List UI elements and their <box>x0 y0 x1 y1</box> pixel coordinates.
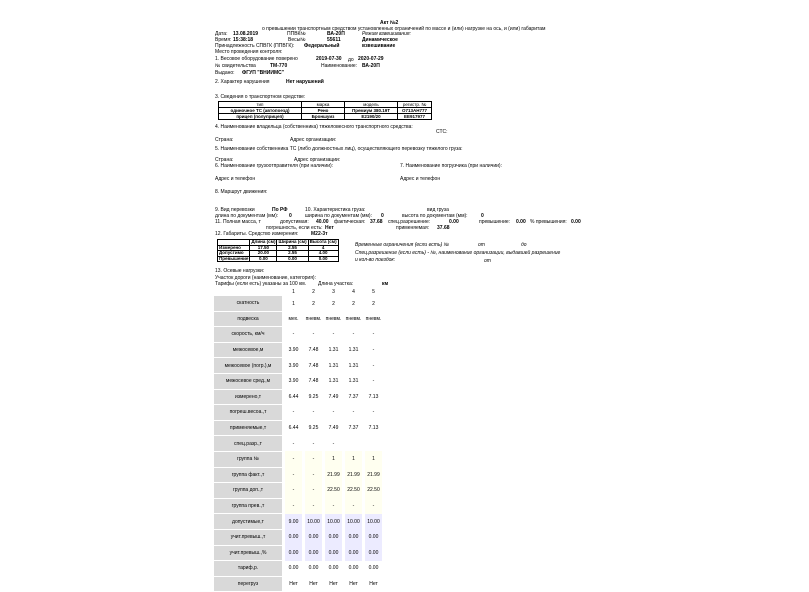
axle-value: 0.00 <box>365 529 382 545</box>
mass-permit-value: 0.00 <box>449 219 459 225</box>
mode-label: Режим взвешивания: <box>362 31 411 37</box>
axle-value: - <box>292 331 295 338</box>
axle-row-label: группа доп.,т <box>214 483 282 499</box>
axle-value: 1.31 <box>348 347 359 354</box>
axle-value: 21.99 <box>365 467 382 483</box>
axle-value: 0.00 <box>345 545 362 561</box>
axle-row-label: погреш.весоа.,т <box>214 405 282 421</box>
height-label: высота по документам (мм): <box>402 213 468 219</box>
transport-kind-label: 9. Вид перевозки <box>215 207 255 213</box>
mass-actual-value: 37.68 <box>370 219 383 225</box>
axle-row-label: учит.превыш.,т <box>214 529 282 545</box>
axle-value: 7.48 <box>308 378 319 385</box>
axle-value: - <box>292 409 295 416</box>
axles-length-label: Длина участка: <box>318 281 354 287</box>
table-row <box>214 561 382 577</box>
table-row <box>214 467 382 483</box>
table-row <box>214 296 382 311</box>
date-label: Дата: <box>215 31 228 37</box>
act-title: Акт №2 <box>380 20 399 26</box>
axle-value: 9.00 <box>285 514 302 530</box>
axles-heading: 13. Осевые нагрузки: <box>215 268 265 274</box>
owner-address-label: Адрес организации: <box>290 137 337 143</box>
axle-row-label: скатность <box>214 296 282 311</box>
axle-value: - <box>332 409 335 416</box>
cert-label: № свидетельства <box>215 63 256 69</box>
owner-heading: 4. Наименование владельца (собственника) тяжеловесного транспортного средства: <box>215 124 413 130</box>
length-value: 0 <box>289 213 292 219</box>
mass-excess-value: 0.00 <box>516 219 526 225</box>
mass-actual-label: фактическая: <box>334 219 366 225</box>
axle-value: 3.90 <box>288 378 299 385</box>
table-cell: Е2190/20 <box>345 114 398 120</box>
axle-value: - <box>345 498 362 514</box>
temp-limits-line1: Временные ограничения (если есть) № <box>355 242 450 248</box>
violation-label: 2. Характер нарушения <box>215 79 270 85</box>
scale-label: Весы№ <box>288 37 306 43</box>
axle-value: - <box>365 498 382 514</box>
table-cell: 0.00 <box>277 256 308 262</box>
shipper-owner-heading: 5. Наименование собственника ТС (либо должностных лиц), осуществляющего перевозку тяжелого груза: <box>215 146 463 152</box>
vehicle-col-brand: марка <box>302 102 345 108</box>
axle-value: - <box>312 440 315 447</box>
axle-value: 3.90 <box>288 362 299 369</box>
axle-number: 1 <box>292 288 295 295</box>
axle-row-label: спец.разр.,т <box>214 436 282 452</box>
axle-value: 7.48 <box>308 347 319 354</box>
name-value: ВА-20П <box>362 63 380 69</box>
axle-value: 21.99 <box>325 467 342 483</box>
axle-value: - <box>372 409 375 416</box>
axle-value: - <box>292 440 295 447</box>
axle-value: 1.31 <box>328 378 339 385</box>
axle-value: 10.00 <box>345 514 362 530</box>
table-cell: Превышение <box>219 255 249 261</box>
axle-value: 7.48 <box>308 362 319 369</box>
violation-value: Нет нарушений <box>286 79 324 85</box>
table-row <box>214 358 382 374</box>
axle-value: 0.00 <box>285 545 302 561</box>
table-cell: Ширина (см) <box>278 239 307 244</box>
table-cell: Высота (см) <box>309 239 337 244</box>
axle-value: мех. <box>288 315 299 322</box>
dimensions-table <box>217 239 339 262</box>
axle-number: 4 <box>352 288 355 295</box>
issued-label: Выдано: <box>215 70 235 76</box>
mass-error-label: погрешность, если есть: <box>266 225 323 231</box>
axle-value: 9.25 <box>308 393 319 400</box>
check-to: 2020-07-29 <box>358 56 384 62</box>
axle-value: Нет <box>289 580 298 587</box>
place-label: Место проведения контроля: <box>215 49 283 55</box>
table-row <box>214 342 382 358</box>
axles-header-row <box>214 287 382 296</box>
axle-row-label: перегруз <box>214 576 282 592</box>
axle-value: 22.50 <box>325 483 342 499</box>
axle-row-label: допустимые,т <box>214 514 282 530</box>
axle-number: 2 <box>312 288 315 295</box>
table-row <box>214 420 382 436</box>
table-cell: Измерено <box>218 245 250 251</box>
width-label: ширина по документам (мм): <box>305 213 372 219</box>
axle-value: - <box>312 331 315 338</box>
axle-row-label: скорость, км/ч <box>214 327 282 343</box>
axle-value: - <box>305 451 322 467</box>
axle-value: 7.13 <box>368 393 379 400</box>
table-cell: ЕЕ917977 <box>398 114 432 120</box>
dimensions-label: 12. Габариты. Средство измерения: <box>215 231 299 237</box>
axles-section-label: Участок дороги (наименование, категория): <box>215 275 316 281</box>
axle-value: 2 <box>312 300 315 307</box>
affil-label: Принадлежность СПВГК (ППВГК): <box>215 43 295 49</box>
axle-value: 1.31 <box>328 347 339 354</box>
mass-permit-label: спец.разрешение: <box>388 219 431 225</box>
table-cell: Длина (см) <box>251 239 276 244</box>
axle-row-label: группа факт.,т <box>214 467 282 483</box>
table-cell: 2.55 <box>277 251 308 257</box>
axle-value: 10.00 <box>305 514 322 530</box>
axle-value: - <box>372 362 375 369</box>
table-cell: 0.00 <box>250 256 277 262</box>
issued-value: ФГУП "ВНИИМС" <box>242 70 285 76</box>
axle-value: - <box>305 498 322 514</box>
axle-value: - <box>312 409 315 416</box>
vehicle-table <box>218 101 432 120</box>
mass-allowed-value: 40.00 <box>316 219 329 225</box>
axle-row-label: применяемые,т <box>214 420 282 436</box>
cargo-label: 10. Характеристика груза: <box>305 207 366 213</box>
table-cell: 4.00 <box>308 251 338 257</box>
axle-value: 1.31 <box>348 378 359 385</box>
axle-value: пневм. <box>365 315 382 322</box>
width-value: 0 <box>381 213 384 219</box>
axle-value: Нет <box>369 580 378 587</box>
table-cell <box>214 287 282 296</box>
axle-value: 0.00 <box>328 565 339 572</box>
axle-value: 10.00 <box>325 514 342 530</box>
consignor-label: 6. Наименование грузоотправителя (при наличии): <box>215 163 334 169</box>
axles-tariff-label: Тарифы (если есть) указаны за 100 км. <box>215 281 307 287</box>
scale-value: 55611 <box>327 37 341 43</box>
axle-value: - <box>305 483 322 499</box>
mass-applied-label: применяемая: <box>396 225 430 231</box>
table-row <box>219 114 432 120</box>
axle-value: 1 <box>292 300 295 307</box>
mass-error-value: Нет <box>325 225 334 231</box>
axle-number: 5 <box>372 288 375 295</box>
axle-value: 1 <box>345 451 362 467</box>
mass-excess-label: превышение: <box>479 219 511 225</box>
vehicle-col-model: модель <box>345 102 398 108</box>
axle-value: - <box>285 498 302 514</box>
table-row <box>214 389 382 405</box>
dimensions-device: М22-3т <box>311 231 328 237</box>
axle-number: 3 <box>332 288 335 295</box>
table-row <box>214 405 382 421</box>
axle-value: - <box>372 378 375 385</box>
axle-value: 0.00 <box>325 545 342 561</box>
axle-value: 10.00 <box>365 514 382 530</box>
mode-value: Динамическое взвешивание <box>362 37 398 49</box>
ppvk-label: ППВК№ <box>287 31 306 37</box>
axle-value: Нет <box>309 580 318 587</box>
consignee-address-label: Адрес и телефон <box>400 176 441 182</box>
axle-value: Нет <box>349 580 358 587</box>
axle-value: 2 <box>352 300 355 307</box>
consignee-label: 7. Наименование погрузчика (при наличии): <box>400 163 502 169</box>
axle-value: 7.49 <box>328 425 339 432</box>
table-row <box>218 256 339 262</box>
axle-value: - <box>285 483 302 499</box>
axle-value: 7.13 <box>368 425 379 432</box>
axle-value: 0.00 <box>348 565 359 572</box>
mass-label: 11. Полная масса, т <box>215 219 261 225</box>
affil-value: Федеральный <box>304 43 340 49</box>
table-cell: 4 <box>308 245 338 251</box>
axle-row-label: тариф,р. <box>214 561 282 577</box>
axle-value: 2 <box>372 300 375 307</box>
axle-row-label: межосевое,м <box>214 342 282 358</box>
axle-row-label: межосевое сред.,м <box>214 373 282 389</box>
transport-kind-value: По РФ <box>272 207 288 213</box>
axle-value <box>365 436 382 452</box>
sts-label: СТС: <box>436 129 448 135</box>
axle-value: пневм. <box>325 315 342 322</box>
axle-row-label: измерено,т <box>214 389 282 405</box>
temp-limits-line3: и кол-во поездок: <box>355 257 396 263</box>
mass-pct-value: 0.00 <box>571 219 581 225</box>
check-to-word: до <box>348 57 354 63</box>
axle-value: - <box>352 409 355 416</box>
axle-value: 7.49 <box>328 393 339 400</box>
axle-value: 0.00 <box>305 545 322 561</box>
table-cell: Броншуиз <box>302 114 345 120</box>
table-row <box>214 529 382 545</box>
mass-pct-label: % превышения: <box>530 219 567 225</box>
axle-value: 6.44 <box>288 393 299 400</box>
axle-value: 0.00 <box>368 565 379 572</box>
axle-value: - <box>372 347 375 354</box>
table-cell: 2.55 <box>277 245 308 251</box>
shipper-address-label: Адрес организации: <box>294 157 341 163</box>
table-cell: О713АН777 <box>398 108 432 114</box>
axle-value: 1.31 <box>348 362 359 369</box>
axle-row-label: группа прев.,т <box>214 498 282 514</box>
cert-value: ТМ-770 <box>270 63 288 69</box>
axle-value: - <box>332 331 335 338</box>
axle-value: - <box>285 467 302 483</box>
axle-value: пневм. <box>345 315 362 322</box>
axle-row-label: подвеска <box>214 311 282 327</box>
table-row <box>214 311 382 327</box>
axle-value: 0.00 <box>285 529 302 545</box>
temp-limits-line3-from: от <box>484 258 491 264</box>
vehicle-heading: 3. Сведения о транспортном средстве: <box>215 94 306 100</box>
axle-value: - <box>352 331 355 338</box>
table-cell: одиночное ТС (автопоезд) <box>219 108 302 114</box>
table-row <box>214 373 382 389</box>
length-label: длина по документам (мм): <box>215 213 279 219</box>
axles-body <box>214 296 382 592</box>
axle-value: 7.37 <box>348 425 359 432</box>
temp-limits-from: от <box>478 242 485 248</box>
check-label: 1. Весовое оборудование поверено <box>215 56 298 62</box>
consignor-address-label: Адрес и телефон <box>215 176 256 182</box>
height-value: 0 <box>481 213 484 219</box>
check-from: 2019-07-30 <box>316 56 342 62</box>
axle-value: 0.00 <box>365 545 382 561</box>
axle-value: пневм. <box>305 315 322 322</box>
axle-value: 1 <box>325 451 342 467</box>
axle-value: 0.00 <box>345 529 362 545</box>
axle-value: 2 <box>332 300 335 307</box>
vehicle-col-reg: регистр. № <box>398 102 432 108</box>
vehicle-col-type: тип <box>219 102 302 108</box>
route-label: 8. Маршрут движения: <box>215 189 268 195</box>
time-label: Время: <box>215 37 232 43</box>
cargo-kind-label: вид груза <box>427 207 449 213</box>
table-cell: 17.50 <box>250 245 277 251</box>
ppvk-value: ВА-20П <box>327 31 345 37</box>
mass-applied-value: 37.68 <box>437 225 450 231</box>
table-row <box>214 545 382 561</box>
table-cell: Рено <box>302 108 345 114</box>
table-row <box>214 451 382 467</box>
table-row <box>214 327 382 343</box>
table-row <box>214 436 382 452</box>
table-row <box>214 576 382 592</box>
table-row <box>214 498 382 514</box>
axle-row-label: межосевое (погр.),м <box>214 358 282 374</box>
mass-allowed-label: допустимая: <box>280 219 309 225</box>
axle-value: 7.37 <box>348 393 359 400</box>
axle-value: - <box>285 451 302 467</box>
table-cell: 0.00 <box>308 256 338 262</box>
axle-value: 0.00 <box>288 565 299 572</box>
axle-value: 9.25 <box>308 425 319 432</box>
time-value: 15:38:18 <box>233 37 254 43</box>
owner-country-label: Страна: <box>215 137 234 143</box>
table-row <box>214 483 382 499</box>
axle-value: 22.50 <box>365 483 382 499</box>
axle-value: 3.90 <box>288 347 299 354</box>
axle-value: - <box>305 467 322 483</box>
date-value: 13.08.2019 <box>233 31 259 37</box>
act-subtitle: о превышении транспортным средством установленных ограничений по массе и (или) нагрузке на ось, и (или) габаритам <box>262 26 546 32</box>
name-label: Наименование: <box>321 63 358 69</box>
axle-value: 0.00 <box>305 529 322 545</box>
table-row <box>214 514 382 530</box>
axle-value <box>345 436 362 452</box>
axle-value: Нет <box>329 580 338 587</box>
axle-value: 0.00 <box>308 565 319 572</box>
shipper-country-label: Страна: <box>215 157 234 163</box>
table-cell: прицеп (полуприцеп) <box>219 114 302 120</box>
table-cell: Допустимо <box>218 251 250 257</box>
axles-table <box>214 287 382 592</box>
table-cell: Премиум 380.19Т <box>345 108 398 114</box>
axle-value: 1 <box>365 451 382 467</box>
temp-limits-to: до <box>521 242 527 248</box>
axle-value: - <box>325 498 342 514</box>
axle-value: 0.00 <box>325 529 342 545</box>
axles-unit: км <box>382 281 389 287</box>
table-cell: 20.00 <box>250 251 277 257</box>
axle-value: 6.44 <box>288 425 299 432</box>
axle-row-label: группа № <box>214 451 282 467</box>
axle-value: - <box>372 331 375 338</box>
axle-value: - <box>332 440 335 447</box>
temp-limits-line2: Спец.разрешение (если есть) - №, наименование организации, выдавшей разрешение <box>355 250 561 256</box>
axle-value: 21.99 <box>345 467 362 483</box>
axle-row-label: учит.превыш.,% <box>214 545 282 561</box>
axle-value: 1.31 <box>328 362 339 369</box>
axle-value: 22.50 <box>345 483 362 499</box>
